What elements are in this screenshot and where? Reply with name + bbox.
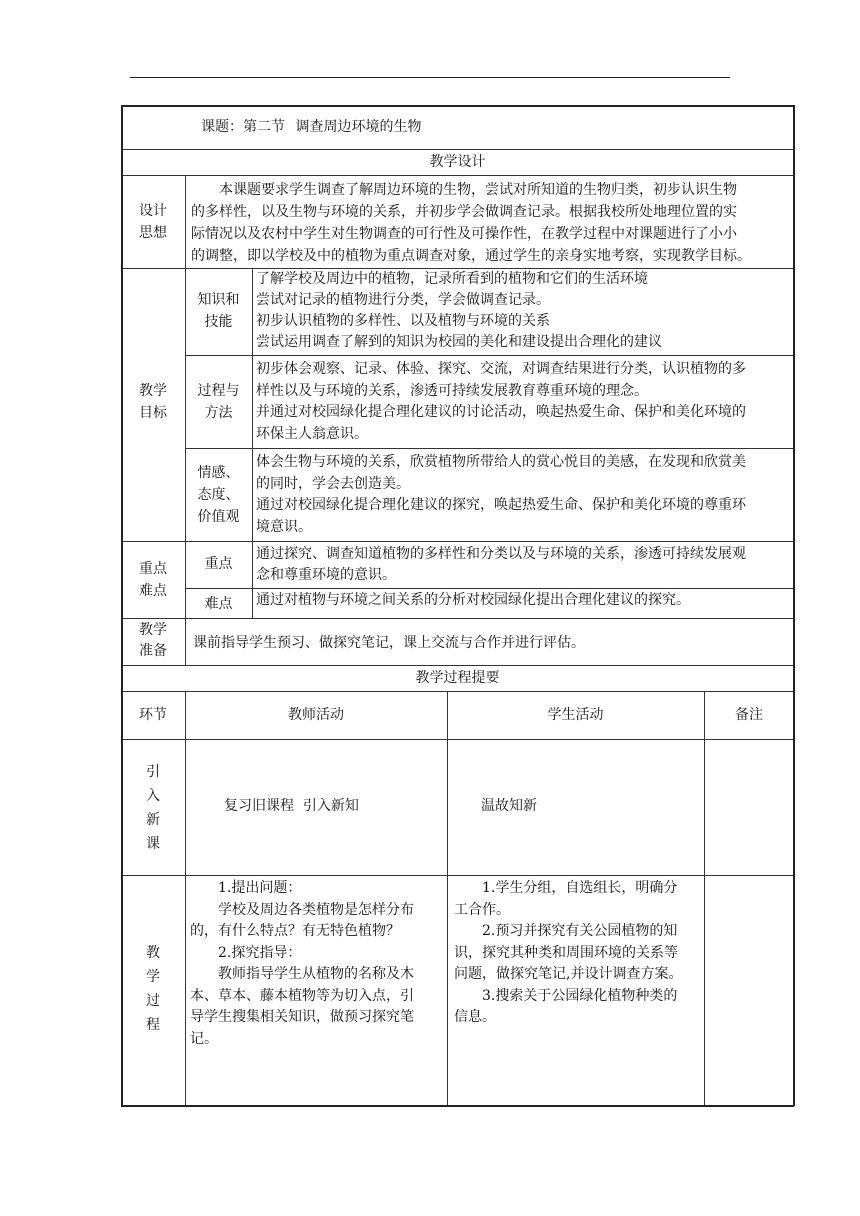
table-rule (121, 175, 794, 176)
table-rule (185, 355, 794, 356)
column-header-student: 学生活动 (547, 707, 604, 723)
table-rule (185, 588, 794, 589)
knowledge-skills-label: 知识和 技能 (197, 292, 240, 330)
teacher-activity-process: 1.提出问题： 学校及周边各类植物是怎样分布 的，有什么特点？有无特色植物？ 2.探究指导： 教师指导学生从植物的名称及木 本、草本、藤本植物等为切入点，引 导学生搜集相关知识，做预习探究笔 记。 (190, 880, 414, 1047)
design-thinking-label: 设计 思想 (139, 203, 167, 241)
emotion-values-label: 情感、 态度、 价值观 (197, 465, 240, 525)
table-rule (121, 875, 794, 876)
keypoints-label: 重点 难点 (139, 561, 167, 599)
process-methods-label: 过程与 方法 (197, 383, 240, 421)
student-activity-process: 1.学生分组，自选组长，明确分 工合作。 2.预习并探究有关公园植物的知 识，探究其种类和周围环境的关系等 问题，做探究笔记,并设计调查方案。 3.搜索关于公园绿化植物种类的 信息。 (454, 880, 683, 1025)
table-rule (121, 691, 794, 692)
student-activity-introduction: 温故知新 (481, 798, 537, 814)
key-point-text: 通过探究、调查知道植物的多样性和分类以及与环境的关系，渗透可持续发展观 念和尊重环境的意识。 (256, 546, 746, 583)
design-thinking-text: 本课题要求学生调查了解周边环境的生物，尝试对所知道的生物归类，初步认识生物 的多样性，以及生物与环境的关系，并初步学会做调查记录。根据我校所处地理位置的实 际情况以及农村中学生对生物调查的可行性及可操作性，在教学过程中对课题进行了小小 的调整，即以学校及中的植物为重点调查对象，通过学生的亲身实地考察，实现教学目标。 (191, 182, 751, 264)
process-methods-text: 初步体会观察、记录、体验、探究、交流，对调查结果进行分类，认识植物的多 样性以及与环境的关系，渗透可持续发展教育尊重环境的理念。 并通过对校园绿化提合理化建议的讨论活动，唤起热爱生命、保护和美化环境的 环保主人翁意识。 (256, 361, 746, 442)
table-right-border (793, 105, 795, 1106)
table-rule (121, 618, 794, 619)
preparation-label: 教学 准备 (139, 622, 167, 659)
table-rule (704, 691, 705, 1105)
table-rule (121, 149, 794, 150)
section-heading-design: 教学设计 (429, 154, 486, 170)
column-header-note: 备注 (735, 707, 763, 723)
table-rule (185, 691, 186, 1105)
table-bottom-border (121, 1105, 794, 1107)
table-rule (121, 665, 794, 666)
column-header-teacher: 教师活动 (288, 707, 344, 723)
lesson-title-prefix: 课题：第二节 (201, 119, 285, 135)
knowledge-skills-text: 了解学校及周边中的植物，记录所看到的植物和它们的生活环境 尝试对记录的植物进行分类，学会做调查记录。 初步认识植物的多样性、以及植物与环境的关系 尝试运用调查了解到的知识为校园的美化和建设提出合理化的建议 (256, 271, 662, 350)
emotion-values-text: 体会生物与环境的关系，欣赏植物所带给人的赏心悦目的美感，在发现和欣赏美 的同时，学会去创造美。 通过对校园绿化提合理化建议的探究，唤起热爱生命、保护和美化环境的尊重环 境意识。 (256, 454, 746, 535)
table-rule (185, 448, 794, 449)
lesson-title-text: 调查周边环境的生物 (295, 119, 422, 135)
difficult-point-label: 难点 (204, 596, 233, 612)
table-rule (252, 268, 253, 618)
key-point-label: 重点 (204, 556, 233, 572)
difficult-point-text: 通过对植物与环境之间关系的分析对校园绿化提出合理化建议的探究。 (256, 592, 690, 608)
column-header-stage: 环节 (139, 707, 167, 723)
page-header-rule (130, 77, 730, 78)
preparation-text: 课前指导学生预习、做探究笔记，课上交流与合作并进行评估。 (193, 635, 585, 651)
table-top-border (121, 105, 794, 107)
table-rule (121, 739, 794, 740)
stage-introduction: 引 入 新 课 (146, 764, 160, 852)
table-rule (447, 691, 448, 1105)
teaching-goals-label: 教学 目标 (139, 383, 167, 421)
table-rule (121, 541, 794, 542)
stage-teaching-process: 教 学 过 程 (146, 945, 160, 1033)
lesson-title (201, 117, 781, 138)
teacher-activity-introduction: 复习旧课程 引入新知 (224, 798, 359, 814)
section-heading-process: 教学过程提要 (415, 670, 500, 686)
